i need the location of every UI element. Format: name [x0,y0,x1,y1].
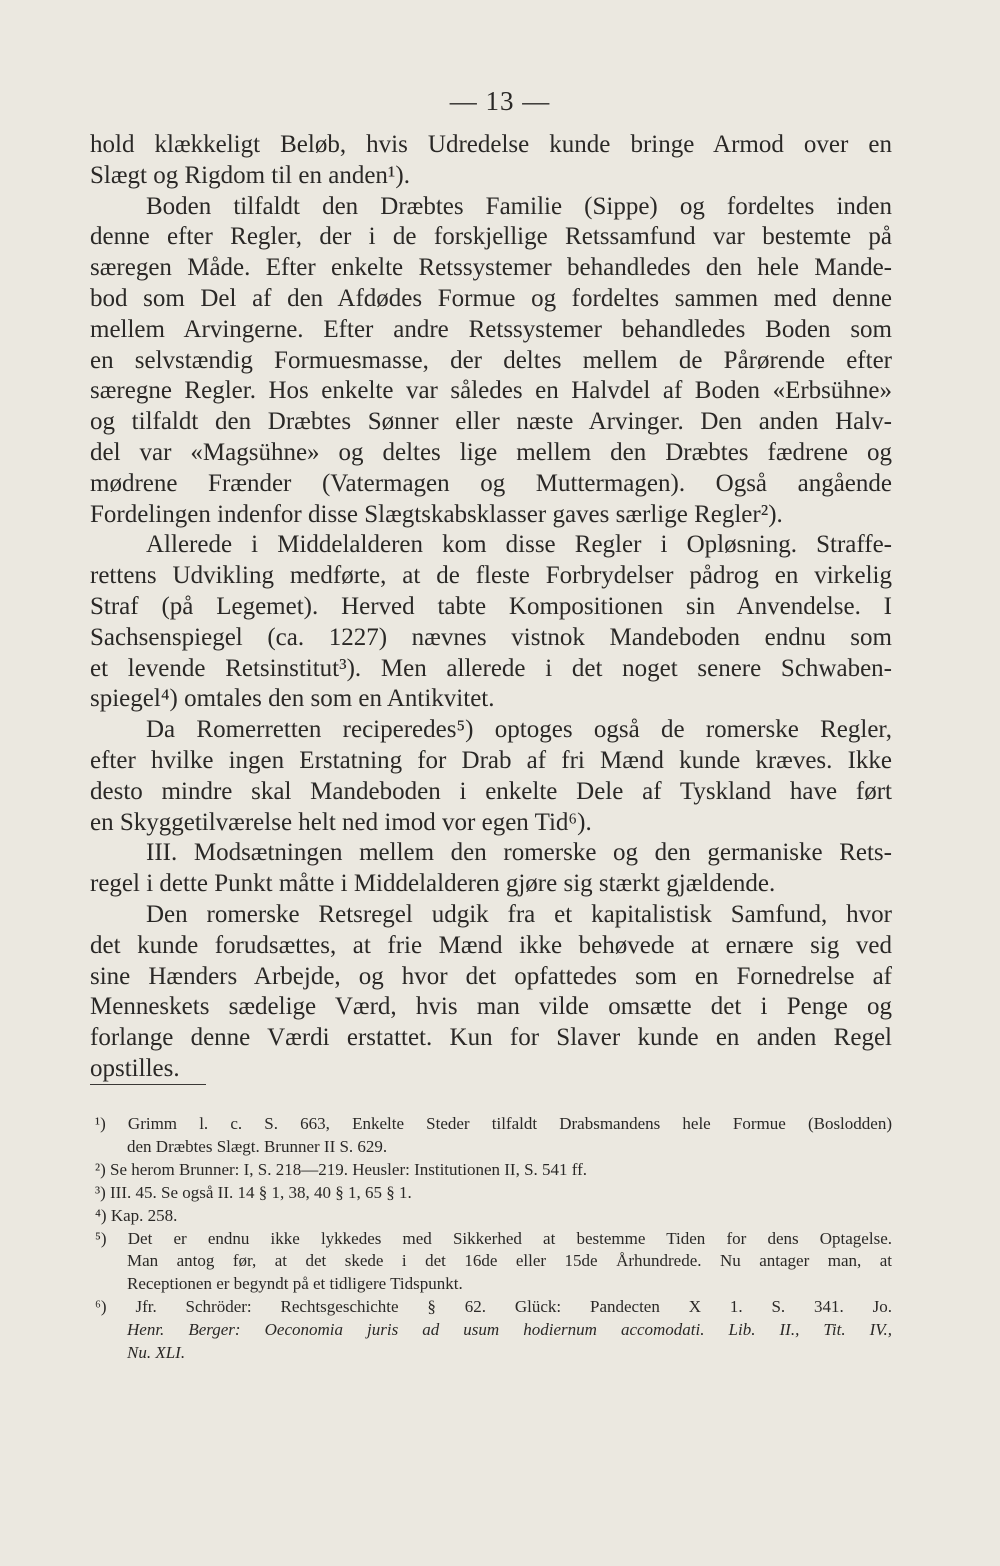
text-line: Allerede i Middelalderen kom disse Regler i Opløsning. Straffe- [146,531,892,559]
text-line: efter hvilke ingen Erstatning for Drab af fri Mænd kunde kræves. Ikke [90,746,892,774]
text-line: en Skyggetilværelse helt ned imod vor egen Tid⁶). [90,808,592,836]
text-line: særegen Måde. Efter enkelte Retssystemer behandledes den hele Mande- [90,254,892,282]
text-line: spiegel⁴) omtales den som en Antikvitet. [90,685,495,713]
text-line: en selvstændig Formuesmasse, der deltes mellem de Pårørende efter [90,346,892,374]
body-text [90,130,892,1085]
text-line: mødrene Frænder (Vatermagen og Muttermagen). Også angående [90,469,892,497]
text-line: Menneskets sædelige Værd, hvis man vilde omsætte det i Penge og [90,993,892,1021]
text-line: Boden tilfaldt den Dræbtes Familie (Sippe) og fordeltes inden [146,192,892,220]
text-line: del var «Magsühne» og deltes lige mellem den Dræbtes fædrene og [90,438,892,466]
footnote-line: Henr. Berger: Oeconomia juris ad usum hodiernum accomodati. Lib. II., Tit. IV., [127,1320,892,1340]
page-number: — 13 — [449,86,551,116]
footnote-line: Receptionen er begyndt på et tidligere Tidspunkt. [127,1274,463,1294]
text-line: det kunde forudsættes, at frie Mænd ikke behøvede at ernære sig ved [90,931,892,959]
text-line: og tilfaldt den Dræbtes Sønner eller næste Arvinger. Den anden Halv- [90,408,892,436]
text-line: opstilles. [90,1054,180,1082]
footnote-line: ³) III. 45. Se også II. 14 § 1, 38, 40 § 1, 65 § 1. [95,1182,412,1202]
text-line: sine Hænders Arbejde, og hvor det opfattedes som en Fornedrelse af [90,962,892,990]
text-line: Den romerske Retsregel udgik fra et kapitalistisk Samfund, hvor [146,900,892,928]
text-line: desto mindre skal Mandeboden i enkelte Dele af Tyskland have ført [90,777,892,805]
text-line: Straf (på Legemet). Herved tabte Kompositionen sin Anvendelse. I [90,592,892,620]
footnote-line: ⁴) Kap. 258. [95,1205,178,1225]
text-line: III. Modsætningen mellem den romerske og den germaniske Rets- [146,839,892,867]
text-line: Da Romerretten reciperedes⁵) optoges også de romerske Regler, [146,716,892,744]
footnote-line: den Dræbtes Slægt. Brunner II S. 629. [127,1136,388,1156]
footnote-divider [90,1084,206,1085]
text-line: Sachsenspiegel (ca. 1227) nævnes vistnok Mandeboden endnu som [90,623,892,651]
footnotes [95,1113,892,1365]
text-line: regel i dette Punkt måtte i Middelalderen gjøre sig stærkt gjældende. [90,870,776,898]
text-line: særegne Regler. Hos enkelte var således en Halvdel af Boden «Erbsühne» [90,377,892,405]
footnote-line: Man antog før, at det skede i det 16de eller 15de Århundrede. Nu antager man, at [127,1251,892,1271]
footnote-line: ¹) Grimm l. c. S. 663, Enkelte Steder tilfaldt Drabsmandens hele Formue (Boslodden) [95,1114,892,1133]
text-line: denne efter Regler, der i de forskjellige Retssamfund var bestemte på [90,223,892,251]
text-line: forlange denne Værdi erstattet. Kun for Slaver kunde en anden Regel [90,1024,892,1052]
text-line: mellem Arvingerne. Efter andre Retssystemer behandledes Boden som [90,315,892,343]
footnote-line: ⁶) Jfr. Schröder: Rechtsgeschichte § 62. Glück: Pandecten X 1. S. 341. Jo. [95,1297,892,1317]
text-line: hold klækkeligt Beløb, hvis Udredelse kunde bringe Armod over en [90,131,892,158]
footnote-line: ²) Se herom Brunner: I, S. 218—219. Heusler: Institutionen II, S. 541 ff. [95,1159,588,1179]
text-line: et levende Retsinstitut³). Men allerede i det noget senere Schwaben- [90,654,892,682]
text-line: Slægt og Rigdom til en anden¹). [90,161,410,189]
text-line: rettens Udvikling medførte, at de fleste Forbrydelser pådrog en virkelig [90,562,892,590]
text-line: bod som Del af den Afdødes Formue og fordeltes sammen med denne [90,284,892,312]
text-line: Fordelingen indenfor disse Slægtskabsklasser gaves særlige Regler²). [90,500,783,528]
footnote-line: ⁵) Det er endnu ikke lykkedes med Sikkerhed at bestemme Tiden for dens Optagelse. [95,1228,892,1248]
footnote-line: Nu. XLI. [127,1343,186,1363]
